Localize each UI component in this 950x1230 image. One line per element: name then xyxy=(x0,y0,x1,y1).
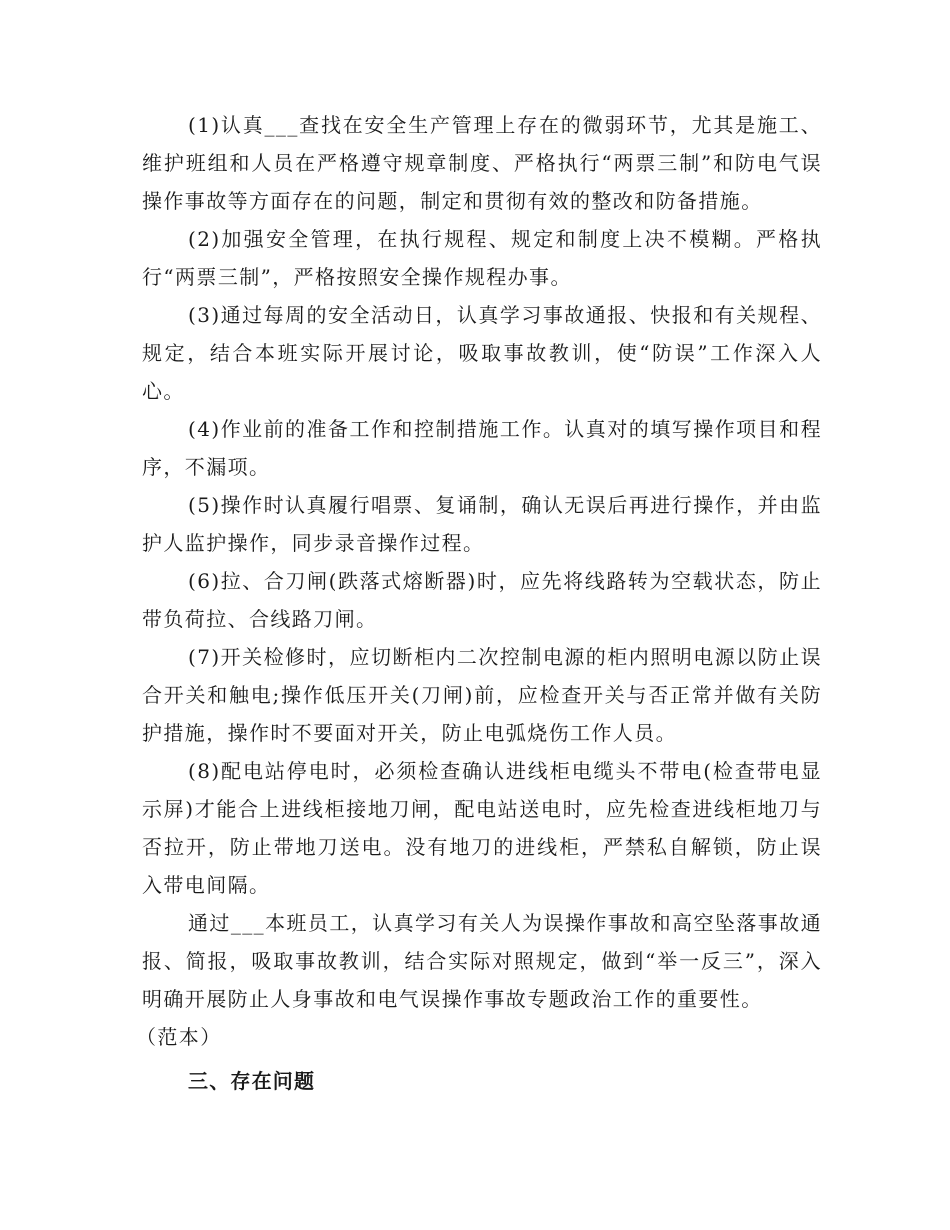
paragraph-item-2: (2)加强安全管理，在执行规程、规定和制度上决不模糊。严格执行“两票三制”，严格按照安全操作规程办事。 xyxy=(142,227,822,289)
paragraph-item-5: (5)操作时认真履行唱票、复诵制，确认无误后再进行操作，并由监护人监护操作，同步录音操作过程。 xyxy=(142,493,822,555)
paragraph-item-7: (7)开关检修时，应切断柜内二次控制电源的柜内照明电源以防止误合开关和触电;操作低压开关(刀闸)前，应检查开关与否正常并做有关防护措施，操作时不要面对开关，防止电弧烧伤工作人员。 xyxy=(142,645,822,745)
paragraph-item-6: (6)拉、合刀闸(跌落式熔断器)时，应先将线路转为空载状态，防止带负荷拉、合线路刀闸。 xyxy=(142,569,822,631)
paragraph-item-8: (8)配电站停电时，必须检查确认进线柜电缆头不带电(检查带电显示屏)才能合上进线柜接地刀闸，配电站送电时，应先检查进线柜地刀与否拉开，防止带地刀送电。没有地刀的进线柜，严禁私自解锁，防止误入带电间隔。 xyxy=(142,759,822,897)
section-heading: 三、存在问题 xyxy=(188,1069,316,1093)
document-body xyxy=(136,106,822,1100)
paragraph-item-3: (3)通过每周的安全活动日，认真学习事故通报、快报和有关规程、规定，结合本班实际开展讨论，吸取事故教训，使“防误”工作深入人心。 xyxy=(142,303,822,403)
paragraph-item-1: (1)认真___查找在安全生产管理上存在的微弱环节，尤其是施工、维护班组和人员在严格遵守规章制度、严格执行“两票三制”和防电气误操作事故等方面存在的问题，制定和贯彻有效的整改和防备措施。 xyxy=(142,113,822,213)
paragraph-item-4: (4)作业前的准备工作和控制措施工作。认真对的填写操作项目和程序，不漏项。 xyxy=(142,417,822,479)
paragraph-summary: 通过___本班员工，认真学习有关人为误操作事故和高空坠落事故通报、简报，吸取事故教训，结合实际对照规定，做到“举一反三”，深入明确开展防止人身事故和电气误操作事故专题政治工作的重要性。 xyxy=(142,911,822,1011)
template-note: （范本） xyxy=(136,1025,222,1049)
